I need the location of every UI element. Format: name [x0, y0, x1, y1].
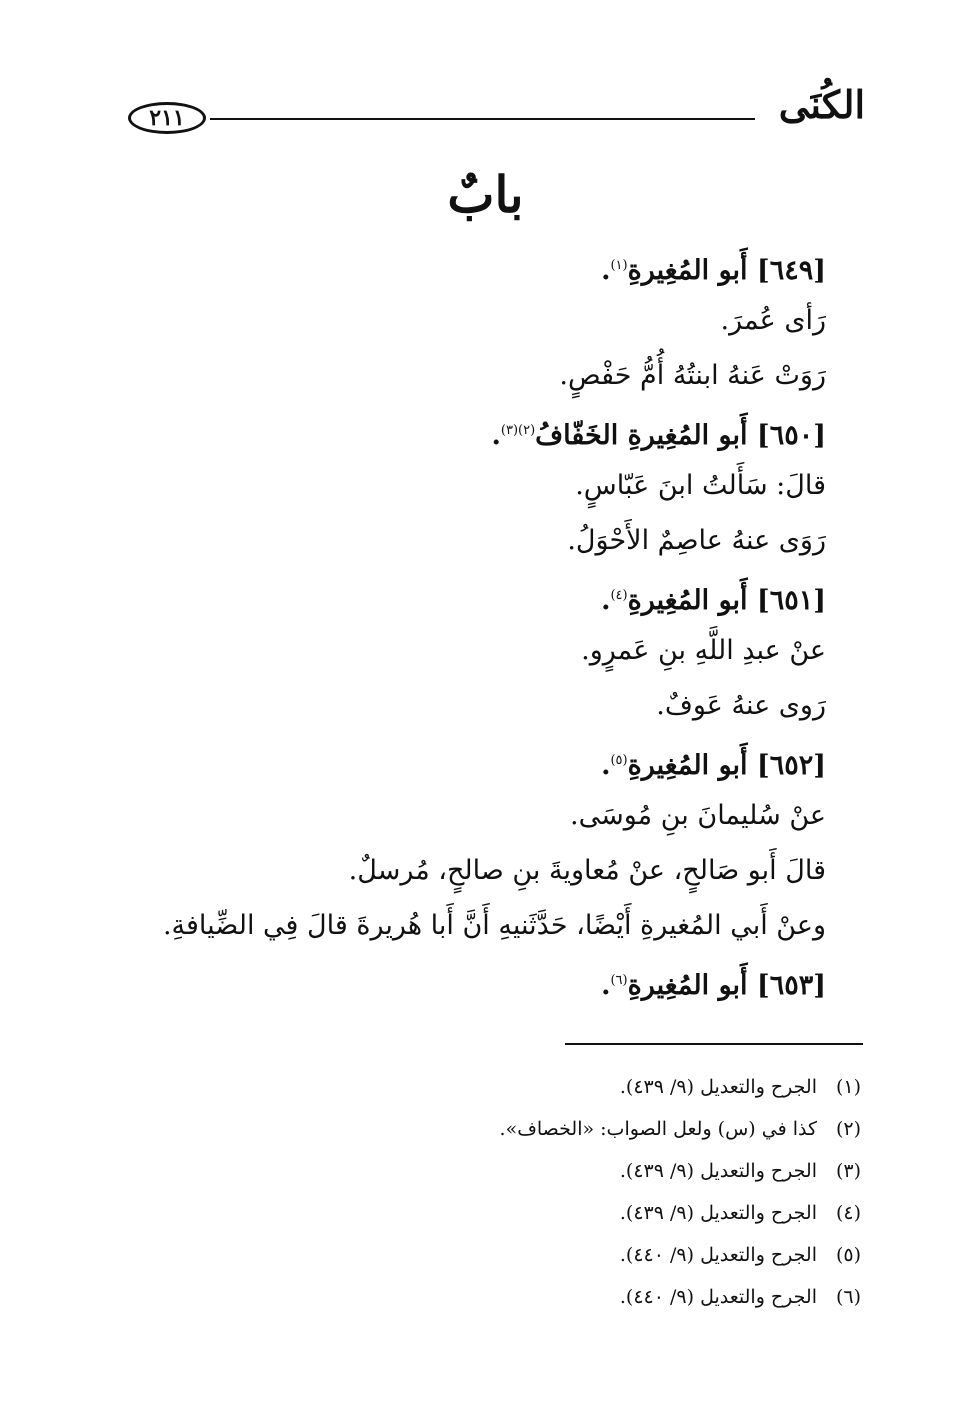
line-text: [٦٥١] أَبو المُغِيرةِ — [627, 585, 826, 616]
footnote-marker: (٢)(٣) — [500, 423, 536, 438]
footnote-number: (٦) — [835, 1286, 861, 1308]
footnote-item — [341, 1234, 861, 1276]
footnote-item — [341, 1108, 861, 1150]
line-text: وعنْ أَبي المُغيرةِ أَيْضًا، حَدَّثَنيهِ أَنَّ أَبا هُريرةَ قالَ فِي الضِّيافةِ. — [162, 910, 826, 941]
footnote-number: (٥) — [835, 1244, 861, 1266]
footnote-text: الجرح والتعديل (٩/ ٤٤٠). — [619, 1286, 817, 1308]
chapter-heading: بابٌ — [447, 165, 524, 224]
line-text: رَوَتْ عَنهُ ابنتُهُ أُمُّ حَفْصٍ. — [559, 360, 826, 391]
footnote-marker: (٤) — [610, 588, 628, 603]
body-line — [226, 843, 826, 898]
footnote-text: كذا في (س) ولعل الصواب: «الخصاف». — [499, 1118, 817, 1140]
footnotes — [341, 1066, 861, 1318]
line-tail: . — [601, 585, 611, 616]
line-text: عنْ سُليمانَ بنِ مُوسَى. — [570, 800, 826, 831]
entry-heading-line — [226, 953, 826, 1008]
line-text: عنْ عبدِ اللَّهِ بنِ عَمرٍو. — [581, 635, 826, 666]
line-tail: . — [601, 750, 611, 781]
line-text: رَوَى عنهُ عاصِمٌ الأَحْوَلُ. — [567, 525, 826, 556]
line-text: رَأى عُمرَ. — [720, 305, 826, 336]
footnote-item — [341, 1276, 861, 1318]
entry-heading-line — [226, 403, 826, 458]
page-header — [120, 82, 865, 152]
footnote-text: الجرح والتعديل (٩/ ٤٣٩). — [619, 1202, 817, 1224]
footnote-item — [341, 1150, 861, 1192]
body-line — [226, 348, 826, 403]
entry-heading-line — [226, 733, 826, 788]
body-text — [162, 238, 826, 1008]
entry-heading-line — [226, 238, 826, 293]
running-title: الكُنَى — [778, 82, 865, 127]
footnote-item — [341, 1066, 861, 1108]
footnote-number: (٤) — [835, 1202, 861, 1224]
page-number: ٢١١ — [128, 102, 206, 134]
footnote-marker: (٦) — [610, 973, 628, 988]
body-line — [226, 788, 826, 843]
line-text: [٦٥٣] أَبو المُغِيرةِ — [627, 970, 826, 1001]
line-text: [٦٤٩] أَبو المُغِيرةِ — [627, 255, 826, 286]
line-text: رَوى عنهُ عَوفٌ. — [656, 690, 826, 721]
body-line — [226, 623, 826, 678]
footnote-item — [341, 1192, 861, 1234]
line-tail: . — [491, 420, 501, 451]
body-line — [226, 458, 826, 513]
header-rule — [210, 118, 755, 120]
body-line — [162, 898, 826, 953]
line-tail: . — [601, 255, 611, 286]
footnote-text: الجرح والتعديل (٩/ ٤٤٠). — [619, 1244, 817, 1266]
footnote-number: (١) — [835, 1076, 861, 1098]
line-tail: . — [601, 970, 611, 1001]
footnote-text: الجرح والتعديل (٩/ ٤٣٩). — [619, 1076, 817, 1098]
body-line — [226, 293, 826, 348]
footnote-marker: (٥) — [610, 753, 628, 768]
footnote-marker: (١) — [610, 258, 628, 273]
footnote-text: الجرح والتعديل (٩/ ٤٣٩). — [619, 1160, 817, 1182]
line-text: [٦٥٠] أَبو المُغِيرةِ الخَفّافُ — [535, 420, 826, 451]
line-text: [٦٥٢] أَبو المُغِيرةِ — [627, 750, 826, 781]
footnote-number: (٣) — [835, 1160, 861, 1182]
footnote-rule — [565, 1043, 863, 1045]
entry-heading-line — [226, 568, 826, 623]
line-text: قالَ: سَأَلتُ ابنَ عَبّاسٍ. — [575, 470, 826, 501]
body-line — [226, 678, 826, 733]
body-line — [226, 513, 826, 568]
line-text: قالَ أَبو صَالحٍ، عنْ مُعاويةَ بنِ صالحٍ، مُرسلٌ. — [348, 855, 826, 886]
footnote-number: (٢) — [835, 1118, 861, 1140]
